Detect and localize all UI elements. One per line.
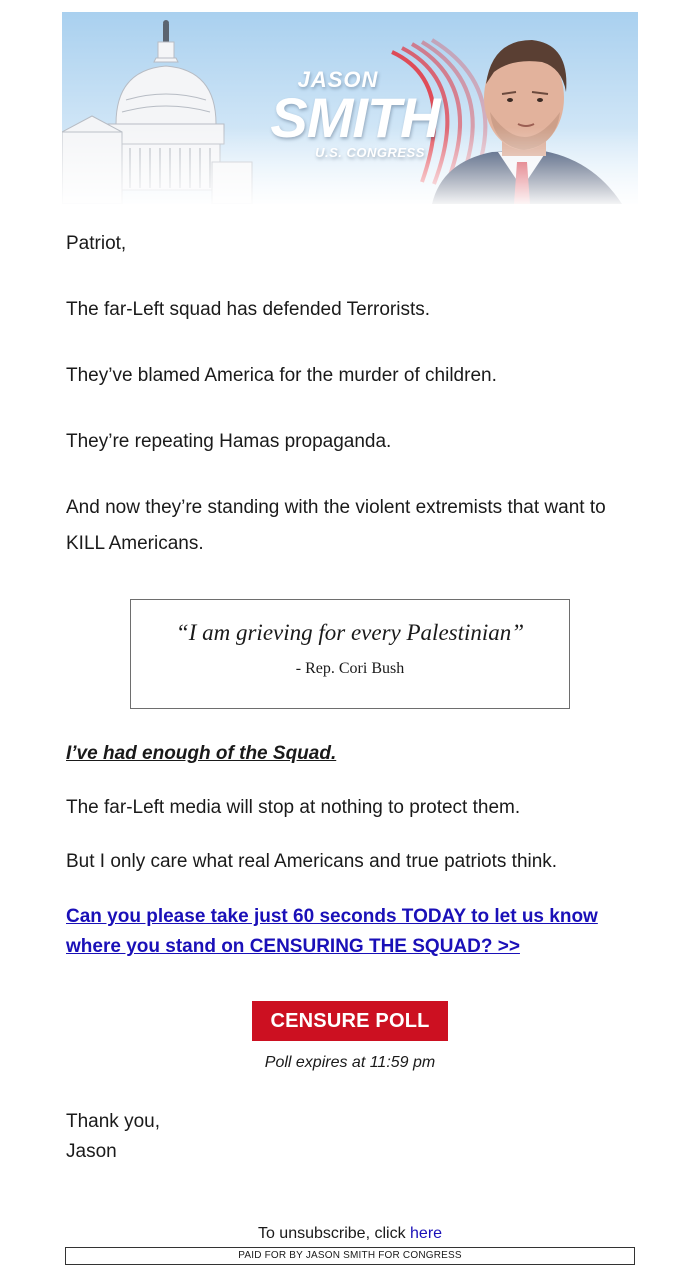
header-banner bbox=[62, 12, 638, 204]
censure-poll-button[interactable]: CENSURE POLL bbox=[252, 1001, 448, 1041]
quote-text: “I am grieving for every Palestinian” bbox=[175, 620, 525, 645]
unsubscribe-text: To unsubscribe, click bbox=[257, 1225, 411, 1242]
quote-attribution: - Rep. Cori Bush bbox=[295, 660, 405, 677]
banner-subtitle: U.S. CONGRESS bbox=[315, 145, 425, 160]
banner-title bbox=[232, 68, 472, 162]
paragraph-hamas: They’re repeating Hamas propaganda. bbox=[66, 431, 392, 452]
signoff bbox=[66, 1107, 160, 1167]
signoff-name: Jason bbox=[66, 1141, 117, 1162]
greeting: Patriot, bbox=[66, 233, 127, 254]
signoff-thanks: Thank you, bbox=[66, 1111, 160, 1132]
enough-heading: I’ve had enough of the Squad. bbox=[66, 743, 337, 764]
email-body bbox=[66, 226, 642, 562]
paragraph-terrorists: The far-Left squad has defended Terrorists. bbox=[66, 299, 431, 320]
cta-link[interactable]: Can you please take just 60 seconds TODAY to let us know where you stand on CENSURING THE SQUAD? >> bbox=[66, 906, 598, 957]
paragraph-children: They’ve blamed America for the murder of children. bbox=[66, 365, 497, 386]
email-lower bbox=[66, 736, 642, 962]
care-paragraph: But I only care what real Americans and true patriots think. bbox=[66, 851, 558, 872]
quote-box bbox=[130, 599, 570, 709]
media-paragraph: The far-Left media will stop at nothing to protect them. bbox=[66, 797, 521, 818]
unsubscribe-line bbox=[0, 1223, 700, 1245]
poll-expiry: Poll expires at 11:59 pm bbox=[264, 1054, 436, 1071]
unsubscribe-link[interactable]: here bbox=[410, 1225, 443, 1242]
banner-last-name: SMITH bbox=[270, 86, 440, 149]
paid-for-disclaimer: PAID FOR BY JASON SMITH FOR CONGRESS bbox=[65, 1247, 635, 1265]
banner-first-name: JASON bbox=[297, 67, 379, 92]
paragraph-extremists: And now they’re standing with the violent extremists that want to KILL Americans. bbox=[66, 497, 606, 554]
